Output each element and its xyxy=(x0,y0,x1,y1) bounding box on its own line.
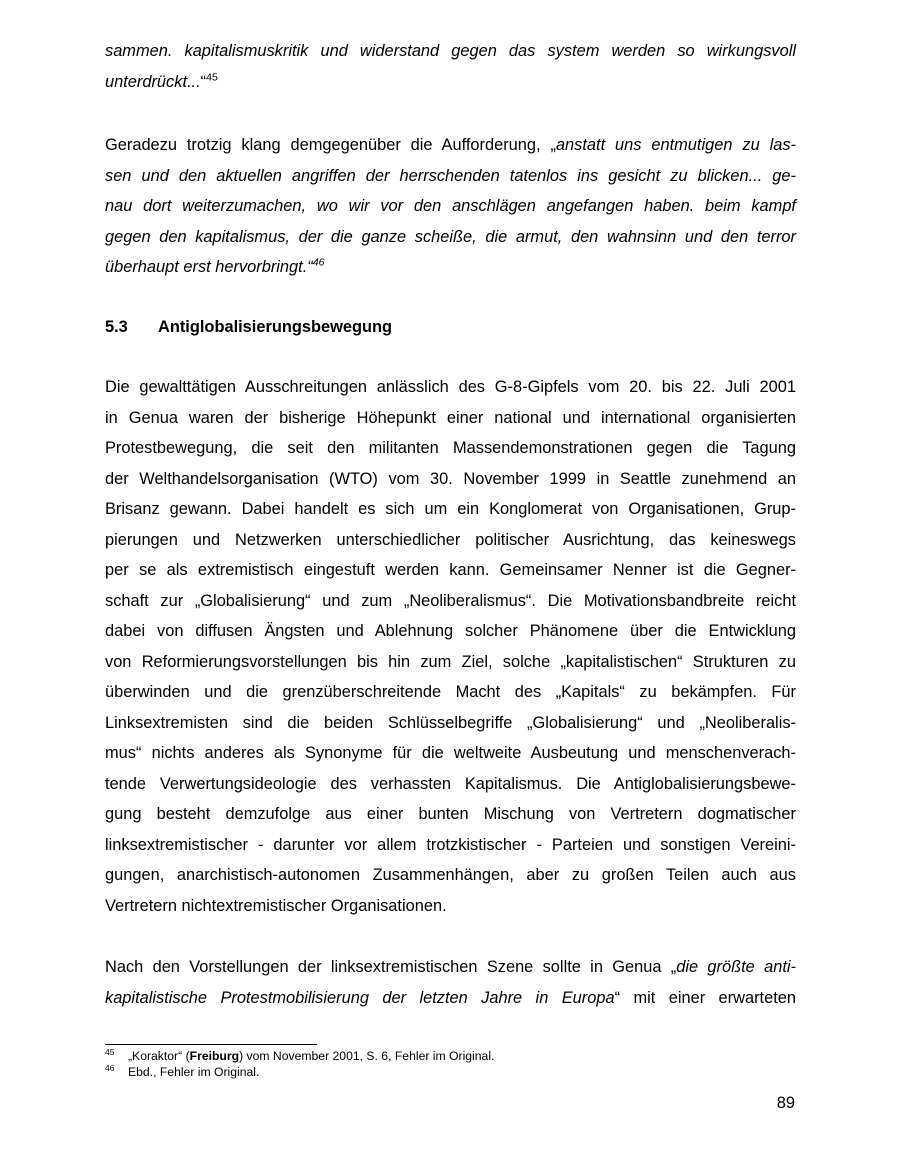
paragraph-text: der Welthandelsorganisation (WTO) vom 30. November 1999 in Seattle zunehmend an xyxy=(105,469,796,488)
paragraph-text: Protestbewegung, die seit den militanten Massendemonstrationen gegen die Tagung xyxy=(105,439,796,457)
paragraph-line xyxy=(105,464,796,495)
quote-line xyxy=(105,67,796,98)
quote-text: überhaupt erst hervorbringt.“ xyxy=(105,258,313,276)
footnote-separator xyxy=(105,1044,317,1045)
quote-text: anstatt uns entmutigen zu las- xyxy=(555,136,796,154)
paragraph-line xyxy=(105,372,796,403)
paragraph-line xyxy=(105,525,796,556)
paragraph-line xyxy=(105,708,796,739)
footnote-46: 46 Ebd., Fehler im Original. xyxy=(105,1062,260,1079)
quote-text: sammen. kapitalismuskritik und widerstand gegen das system werden so wirkungsvoll xyxy=(105,42,796,60)
paragraph-text: “ mit einer erwarteten xyxy=(614,989,796,1007)
paragraph-line xyxy=(105,799,796,830)
quote-text: nau dort weiterzumachen, wo wir vor den anschlägen angefangen haben. beim kampf xyxy=(105,197,796,215)
paragraph-text: Brisanz gewann. Dabei handelt es sich um ein Konglomerat von Organisationen, Grup- xyxy=(105,500,796,518)
quote-line xyxy=(105,36,796,67)
quote-text: die größte anti- xyxy=(676,958,796,976)
footnote-source: Freiburg xyxy=(189,1049,240,1063)
quote-text: kapitalistische Protestmobilisierung der letzten Jahre in Europa xyxy=(105,989,615,1007)
paragraph-line xyxy=(105,738,796,769)
paragraph-text: überwinden und die grenzüberschreitende Macht des „Kapitals“ zu bekämpfen. Für xyxy=(105,683,796,701)
paragraph-line xyxy=(105,647,796,678)
paragraph-text: mus“ nichts anderes als Synonyme für die weltweite Ausbeutung und menschenverach- xyxy=(105,744,796,762)
paragraph-text: Geradezu trotzig klang demgegenüber die Aufforderung, „ xyxy=(105,136,556,154)
paragraph-text: tende Verwertungsideologie des verhassten Kapitalismus. Die Antiglobalisierungsbewe- xyxy=(105,774,796,793)
paragraph-text: gungen, anarchistisch-autonomen Zusammenhängen, aber zu großen Teilen auch aus xyxy=(105,866,796,884)
paragraph-line xyxy=(105,586,796,617)
closing-quote: “ xyxy=(200,73,207,91)
paragraph-text: Vertretern nichtextremistischer Organisationen. xyxy=(105,896,447,915)
paragraph-line xyxy=(105,983,796,1014)
paragraph-line xyxy=(105,860,796,891)
section-title: Antiglobalisierungsbewegung xyxy=(158,318,393,336)
footnote-ref-45: 45 xyxy=(206,71,218,84)
footnote-text: Ebd., Fehler im Original. xyxy=(128,1065,260,1079)
quote-text: gegen den kapitalismus, der die ganze scheiße, die armut, den wahnsinn und den terror xyxy=(105,228,796,246)
footnote-text: ) vom November 2001, S. 6, Fehler im Original. xyxy=(239,1049,495,1063)
paragraph-line xyxy=(105,830,796,861)
paragraph-line xyxy=(105,252,796,283)
paragraph-line xyxy=(105,555,796,586)
paragraph-text: von Reformierungsvorstellungen bis hin zum Ziel, solche „kapitalistischen“ Strukturen zu xyxy=(105,652,796,671)
paragraph-text: gung besteht demzufolge aus einer bunten Mischung von Vertretern dogmatischer xyxy=(105,805,796,823)
section-heading xyxy=(105,312,796,342)
quote-text: sen und den aktuellen angriffen der herrschenden tatenlos ins gesicht zu blicken... ge- xyxy=(105,167,796,185)
footnote-ref-46: 46 xyxy=(312,256,325,269)
footnote-text: „Koraktor“ ( xyxy=(128,1049,190,1063)
paragraph-text: pierungen und Netzwerken unterschiedlicher politischer Ausrichtung, das keineswegs xyxy=(105,530,796,549)
paragraph-line xyxy=(105,891,796,922)
paragraph-line xyxy=(105,952,796,983)
page-number: 89 xyxy=(776,1094,795,1112)
paragraph-text: dabei von diffusen Ängsten und Ablehnung solcher Phänomene über die Entwicklung xyxy=(105,622,796,640)
paragraph-line xyxy=(105,616,796,647)
paragraph-line xyxy=(105,433,796,464)
paragraph-line xyxy=(105,222,796,253)
paragraph-text: Die gewalttätigen Ausschreitungen anlässlich des G-8-Gipfels vom 20. bis 22. Juli 2001 xyxy=(105,378,796,396)
paragraph-line xyxy=(105,677,796,708)
paragraph-text: in Genua waren der bisherige Höhepunkt einer national und international organisierten xyxy=(105,408,796,427)
paragraph-text: per se als extremistisch eingestuft werden kann. Gemeinsamer Nenner ist die Gegner- xyxy=(105,561,796,579)
paragraph-line xyxy=(105,403,796,434)
paragraph-line xyxy=(105,494,796,525)
paragraph-text: Nach den Vorstellungen der linksextremistischen Szene sollte in Genua „ xyxy=(105,958,677,976)
paragraph-text: Linksextremisten sind die beiden Schlüsselbegriffe „Globalisierung“ und „Neoliberalis- xyxy=(105,713,796,732)
paragraph-line xyxy=(105,191,796,222)
section-number: 5.3 xyxy=(105,318,128,336)
footnote-45: 45 „Koraktor“ (Freiburg) vom November 2001, S. 6, Fehler im Original. xyxy=(105,1046,495,1063)
paragraph-text: linksextremistischer - darunter vor allem trotzkistischer - Parteien und sonstigen Vereini- xyxy=(105,835,796,854)
quote-text: unterdrückt... xyxy=(105,73,201,91)
paragraph-line xyxy=(105,130,796,161)
paragraph-line xyxy=(105,161,796,192)
paragraph-line xyxy=(105,769,796,800)
paragraph-text: schaft zur „Globalisierung“ und zum „Neoliberalismus“. Die Motivationsbandbreite reicht xyxy=(105,591,796,610)
